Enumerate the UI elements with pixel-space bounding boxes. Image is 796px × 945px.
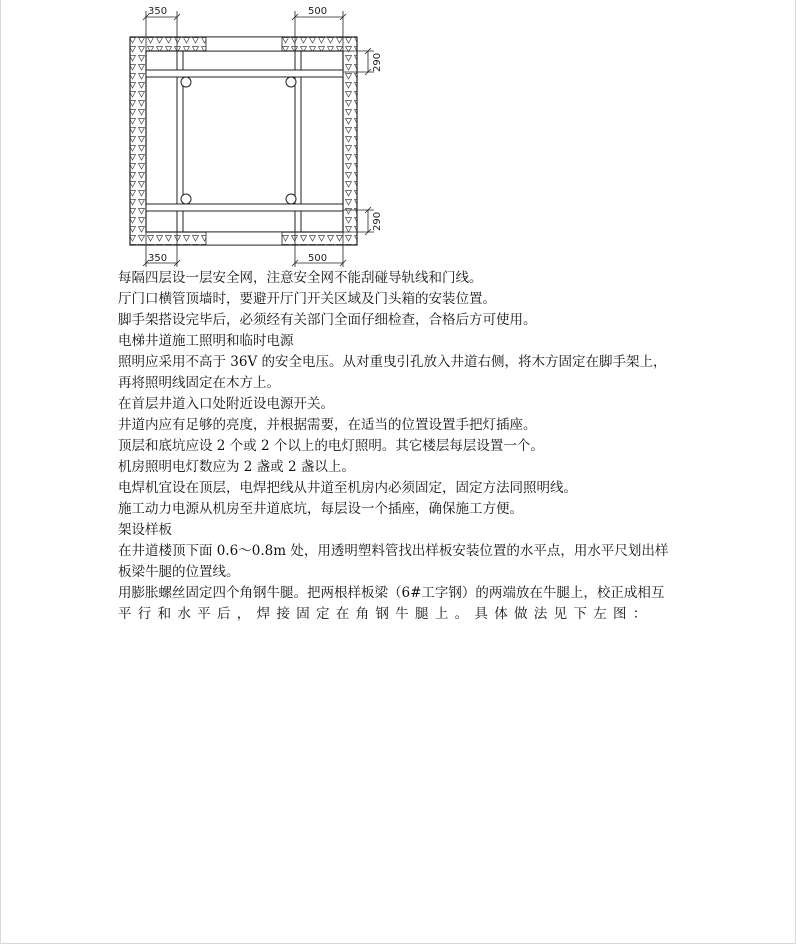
tube-bottom [146, 204, 343, 211]
joint-tl [181, 77, 191, 87]
paragraph: 顶层和底坑应设 2 个或 2 个以上的电灯照明。其它楼层每层设置一个。 [118, 438, 544, 454]
joint-tr [286, 77, 296, 87]
paragraph: 在首层井道入口处附近设电源开关。 [118, 396, 334, 412]
paragraph: 每隔四层设一层安全网，注意安全网不能刮碰导轨线和门线。 [118, 270, 483, 286]
paragraph: 平行和水平后，焊接固定在角钢牛腿上。具体做法见下左图： [118, 606, 653, 622]
dim-label-bottom-right: 500 [308, 253, 328, 264]
section-heading: 电梯井道施工照明和临时电源 [118, 333, 294, 349]
body-text [118, 268, 678, 625]
joint-br [286, 194, 296, 204]
paragraph: 用膨胀螺丝固定四个角钢牛腿。把两根样板梁（6#工字钢）的两端放在牛腿上，校正成相互 [118, 585, 665, 601]
paragraph: 照明应采用不高于 36V 的安全电压。从对重曳引孔放入井道右侧，将木方固定在脚手架上，再将照明线固定在木方上。 [118, 354, 667, 391]
wall-hatch [130, 37, 357, 245]
paragraph: 施工动力电源从机房至井道底坑，每层设一个插座，确保施工方便。 [118, 501, 523, 517]
paragraph: 电焊机宜设在顶层，电焊把线从井道至机房内必须固定，固定方法同照明线。 [118, 480, 577, 496]
section-heading: 架设样板 [118, 522, 172, 538]
door-gap-top [206, 37, 282, 51]
paragraph: 机房照明电灯数应为 2 盏或 2 盏以上。 [118, 459, 355, 475]
door-gap-bottom [206, 232, 282, 245]
wall-outline-outer [130, 37, 357, 245]
dim-label-bottom-left: 350 [148, 253, 168, 264]
paragraph: 井道内应有足够的亮度，并根据需要，在适当的位置设置手把灯插座。 [118, 417, 537, 433]
paragraph: 脚手架搭设完毕后，必须经有关部门全面仔细检查，合格后方可使用。 [118, 312, 537, 328]
paragraph: 在井道楼顶下面 0.6～0.8m 处，用透明塑料管找出样板安装位置的水平点，用水平尺划出样板梁牛腿的位置线。 [118, 543, 669, 580]
dim-label-right-top: 290 [372, 52, 383, 72]
tube-top [146, 70, 343, 77]
joint-bl [181, 194, 191, 204]
paragraph: 厅门口横管顶墙时，要避开厅门开关区域及门头箱的安装位置。 [118, 291, 496, 307]
dim-label-top-left: 350 [148, 6, 168, 17]
dim-label-top-right: 500 [308, 6, 328, 17]
dim-label-right-bottom: 290 [372, 211, 383, 231]
scaffold-plan-drawing [110, 0, 400, 268]
